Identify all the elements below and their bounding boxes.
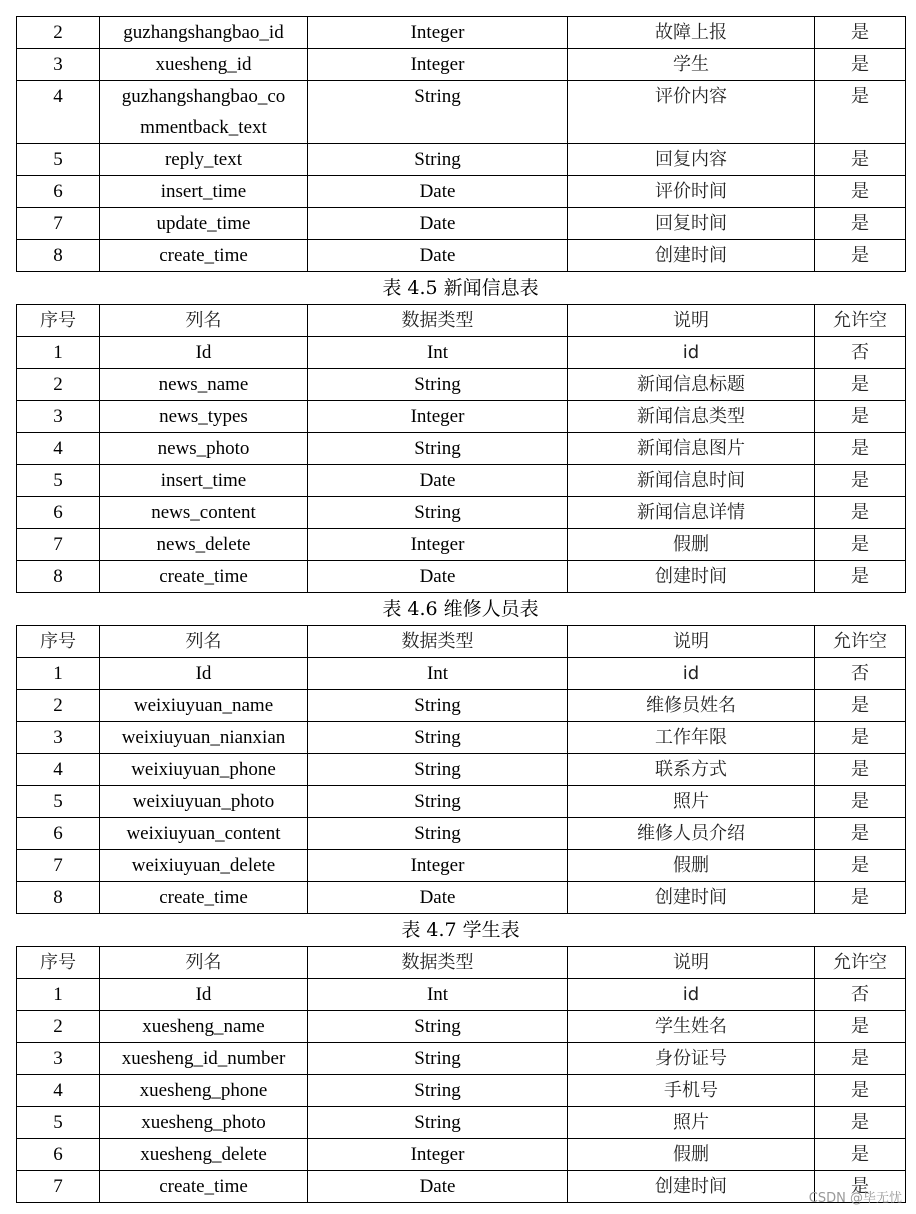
table-cell: 是 [815, 1107, 906, 1139]
table-row [17, 49, 906, 81]
table-cell: weixiuyuan_delete [100, 850, 308, 882]
watermark: CSDN @毕无忧 [808, 1191, 902, 1206]
table-row [17, 1075, 906, 1107]
header-cell: 说明 [568, 305, 815, 337]
table-cell: id [568, 337, 815, 369]
table-cell: 2 [17, 369, 100, 401]
table-cell: 4 [17, 81, 100, 144]
table-cell: xuesheng_id [100, 49, 308, 81]
table-cell: 假删 [568, 850, 815, 882]
header-cell: 数据类型 [308, 947, 568, 979]
table-cell: 4 [17, 1075, 100, 1107]
header-cell: 数据类型 [308, 305, 568, 337]
wrapped-text-line: mmentback_text [140, 117, 267, 138]
table-cell: Date [308, 240, 568, 272]
table-caption: 表 4.7 学生表 [401, 919, 520, 941]
table-row [17, 690, 906, 722]
header-cell: 说明 [568, 626, 815, 658]
table-cell: String [308, 754, 568, 786]
table-cell: 是 [815, 754, 906, 786]
table-cell: 5 [17, 465, 100, 497]
table-cell: 是 [815, 401, 906, 433]
table-cell: 5 [17, 1107, 100, 1139]
table-cell: 新闻信息时间 [568, 465, 815, 497]
table-cell: 7 [17, 208, 100, 240]
table-cell: 是 [815, 176, 906, 208]
table-row [17, 465, 906, 497]
table-row [17, 979, 906, 1011]
table-row [17, 17, 906, 49]
table-cell: 4 [17, 754, 100, 786]
table-cell: Date [308, 561, 568, 593]
table-row [17, 1139, 906, 1171]
table-cell: Int [308, 979, 568, 1011]
table-row [17, 1043, 906, 1075]
table-cell: 3 [17, 49, 100, 81]
table-row [17, 754, 906, 786]
header-cell: 允许空 [815, 305, 906, 337]
table-cell: Integer [308, 1139, 568, 1171]
table-cell: 联系方式 [568, 754, 815, 786]
table-cell: Integer [308, 401, 568, 433]
table-cell: 身份证号 [568, 1043, 815, 1075]
table-cell: create_time [100, 882, 308, 914]
header-cell: 序号 [17, 626, 100, 658]
table-row [17, 497, 906, 529]
table-cell: 1 [17, 658, 100, 690]
table-cell: 手机号 [568, 1075, 815, 1107]
table-cell: xuesheng_photo [100, 1107, 308, 1139]
table-cell: insert_time [100, 176, 308, 208]
table-cell: 是 [815, 529, 906, 561]
table-row [17, 658, 906, 690]
table-cell: Id [100, 337, 308, 369]
table-cell: 3 [17, 1043, 100, 1075]
table-cell: 2 [17, 690, 100, 722]
table-cell: 假删 [568, 529, 815, 561]
table-row [17, 208, 906, 240]
table-cell: 是 [815, 561, 906, 593]
table-cell: Date [308, 176, 568, 208]
table-cell: create_time [100, 561, 308, 593]
table-cell: 回复内容 [568, 144, 815, 176]
schema-table [16, 625, 906, 914]
table-cell: String [308, 818, 568, 850]
header-cell: 列名 [100, 305, 308, 337]
table-cell: 是 [815, 144, 906, 176]
table-row [17, 1171, 906, 1203]
table-cell: 是 [815, 1171, 906, 1203]
table-caption: 表 4.5 新闻信息表 [382, 277, 539, 299]
table-cell: Date [308, 1171, 568, 1203]
table-cell: 创建时间 [568, 882, 815, 914]
header-cell: 说明 [568, 947, 815, 979]
table-cell: 新闻信息类型 [568, 401, 815, 433]
table-cell: 8 [17, 240, 100, 272]
table-cell: 1 [17, 337, 100, 369]
table-cell: Id [100, 658, 308, 690]
table-row [17, 433, 906, 465]
wrapped-text-line: guzhangshangbao_co [121, 86, 286, 107]
table-cell: 1 [17, 979, 100, 1011]
table-cell: 是 [815, 369, 906, 401]
table-cell: String [308, 81, 568, 144]
table-row [17, 337, 906, 369]
table-cell: xuesheng_name [100, 1011, 308, 1043]
header-cell: 序号 [17, 305, 100, 337]
table-cell: news_types [100, 401, 308, 433]
table-cell: 学生 [568, 49, 815, 81]
table-cell: id [568, 658, 815, 690]
header-cell: 列名 [100, 626, 308, 658]
table-cell: 5 [17, 144, 100, 176]
table-cell: 6 [17, 176, 100, 208]
table-cell: 假删 [568, 1139, 815, 1171]
table-row [17, 722, 906, 754]
schema-table [16, 304, 906, 593]
table-cell: 创建时间 [568, 561, 815, 593]
header-cell: 序号 [17, 947, 100, 979]
table-cell: 学生姓名 [568, 1011, 815, 1043]
table-row [17, 561, 906, 593]
table-cell: Id [100, 979, 308, 1011]
table-cell: 6 [17, 497, 100, 529]
table-cell: 是 [815, 818, 906, 850]
table-header-row [17, 626, 906, 658]
table-cell: weixiuyuan_photo [100, 786, 308, 818]
table-cell: weixiuyuan_name [100, 690, 308, 722]
table-cell: 维修员姓名 [568, 690, 815, 722]
table-cell: weixiuyuan_content [100, 818, 308, 850]
table-cell: 是 [815, 433, 906, 465]
table-cell: 创建时间 [568, 1171, 815, 1203]
table-cell: 否 [815, 337, 906, 369]
table-row [17, 1107, 906, 1139]
table-cell: 3 [17, 722, 100, 754]
table-cell: String [308, 144, 568, 176]
table-cell: insert_time [100, 465, 308, 497]
table-row [17, 529, 906, 561]
table-row [17, 1011, 906, 1043]
table-cell: 是 [815, 465, 906, 497]
table-cell: 照片 [568, 1107, 815, 1139]
schema-table [16, 16, 906, 272]
table-cell: 是 [815, 240, 906, 272]
table-cell: 6 [17, 1139, 100, 1171]
table-cell: 创建时间 [568, 240, 815, 272]
table-cell: 是 [815, 497, 906, 529]
table-cell: xuesheng_delete [100, 1139, 308, 1171]
table-cell: create_time [100, 240, 308, 272]
table-cell: 2 [17, 1011, 100, 1043]
table-cell: 是 [815, 1043, 906, 1075]
table-cell: 否 [815, 979, 906, 1011]
table-row [17, 850, 906, 882]
table-cell: String [308, 497, 568, 529]
table-cell: String [308, 722, 568, 754]
table-cell: 8 [17, 561, 100, 593]
table-cell: String [308, 1043, 568, 1075]
table-cell: 评价内容 [568, 81, 815, 144]
schema-table [16, 946, 906, 1203]
table-row [17, 240, 906, 272]
table-row [17, 401, 906, 433]
table-cell: 是 [815, 882, 906, 914]
table-cell: 是 [815, 208, 906, 240]
table-cell: 是 [815, 1075, 906, 1107]
table-cell: 评价时间 [568, 176, 815, 208]
table-cell: update_time [100, 208, 308, 240]
table-row [17, 81, 906, 144]
table-cell: 是 [815, 1011, 906, 1043]
table-cell: Integer [308, 49, 568, 81]
table-cell: 否 [815, 658, 906, 690]
table-cell: 7 [17, 850, 100, 882]
table-header-row [17, 305, 906, 337]
table-cell: Date [308, 208, 568, 240]
table-cell: 工作年限 [568, 722, 815, 754]
table-cell: Integer [308, 850, 568, 882]
table-cell: 5 [17, 786, 100, 818]
table-cell: weixiuyuan_nianxian [100, 722, 308, 754]
table-cell: guzhangshangbao_id [100, 17, 308, 49]
table-cell: 是 [815, 17, 906, 49]
table-cell: reply_text [100, 144, 308, 176]
table-row [17, 369, 906, 401]
header-cell: 列名 [100, 947, 308, 979]
table-cell: news_content [100, 497, 308, 529]
table-cell: 是 [815, 722, 906, 754]
table-cell: 是 [815, 81, 906, 144]
table-cell: 新闻信息标题 [568, 369, 815, 401]
table-cell: 照片 [568, 786, 815, 818]
table-row [17, 882, 906, 914]
table-row [17, 176, 906, 208]
table-cell: 维修人员介绍 [568, 818, 815, 850]
table-cell: Int [308, 658, 568, 690]
table-cell: id [568, 979, 815, 1011]
header-cell: 允许空 [815, 626, 906, 658]
table-cell: news_photo [100, 433, 308, 465]
table-cell [100, 81, 308, 144]
table-cell: news_name [100, 369, 308, 401]
table-cell: 是 [815, 786, 906, 818]
table-cell: 是 [815, 1139, 906, 1171]
table-row [17, 818, 906, 850]
header-cell: 允许空 [815, 947, 906, 979]
table-cell: String [308, 1107, 568, 1139]
table-cell: 新闻信息图片 [568, 433, 815, 465]
header-cell: 数据类型 [308, 626, 568, 658]
table-cell: String [308, 1075, 568, 1107]
table-cell: 新闻信息详情 [568, 497, 815, 529]
table-cell: 是 [815, 690, 906, 722]
table-cell: Integer [308, 529, 568, 561]
table-cell: Int [308, 337, 568, 369]
table-cell: 8 [17, 882, 100, 914]
table-cell: 回复时间 [568, 208, 815, 240]
table-header-row [17, 947, 906, 979]
table-cell: String [308, 786, 568, 818]
table-cell: 故障上报 [568, 17, 815, 49]
document-body [16, 16, 905, 1203]
table-cell: weixiuyuan_phone [100, 754, 308, 786]
table-cell: String [308, 690, 568, 722]
table-cell: Date [308, 465, 568, 497]
table-cell: Integer [308, 17, 568, 49]
table-cell: 3 [17, 401, 100, 433]
table-caption: 表 4.6 维修人员表 [382, 598, 539, 620]
table-cell: xuesheng_phone [100, 1075, 308, 1107]
table-cell: 7 [17, 529, 100, 561]
table-cell: 7 [17, 1171, 100, 1203]
table-cell: xuesheng_id_number [100, 1043, 308, 1075]
table-cell: 2 [17, 17, 100, 49]
table-cell: news_delete [100, 529, 308, 561]
table-cell: 6 [17, 818, 100, 850]
table-row [17, 786, 906, 818]
table-cell: 4 [17, 433, 100, 465]
table-cell: 是 [815, 49, 906, 81]
table-cell: Date [308, 882, 568, 914]
table-cell: String [308, 369, 568, 401]
table-cell: create_time [100, 1171, 308, 1203]
table-cell: String [308, 1011, 568, 1043]
table-cell: String [308, 433, 568, 465]
table-cell: 是 [815, 850, 906, 882]
table-row [17, 144, 906, 176]
